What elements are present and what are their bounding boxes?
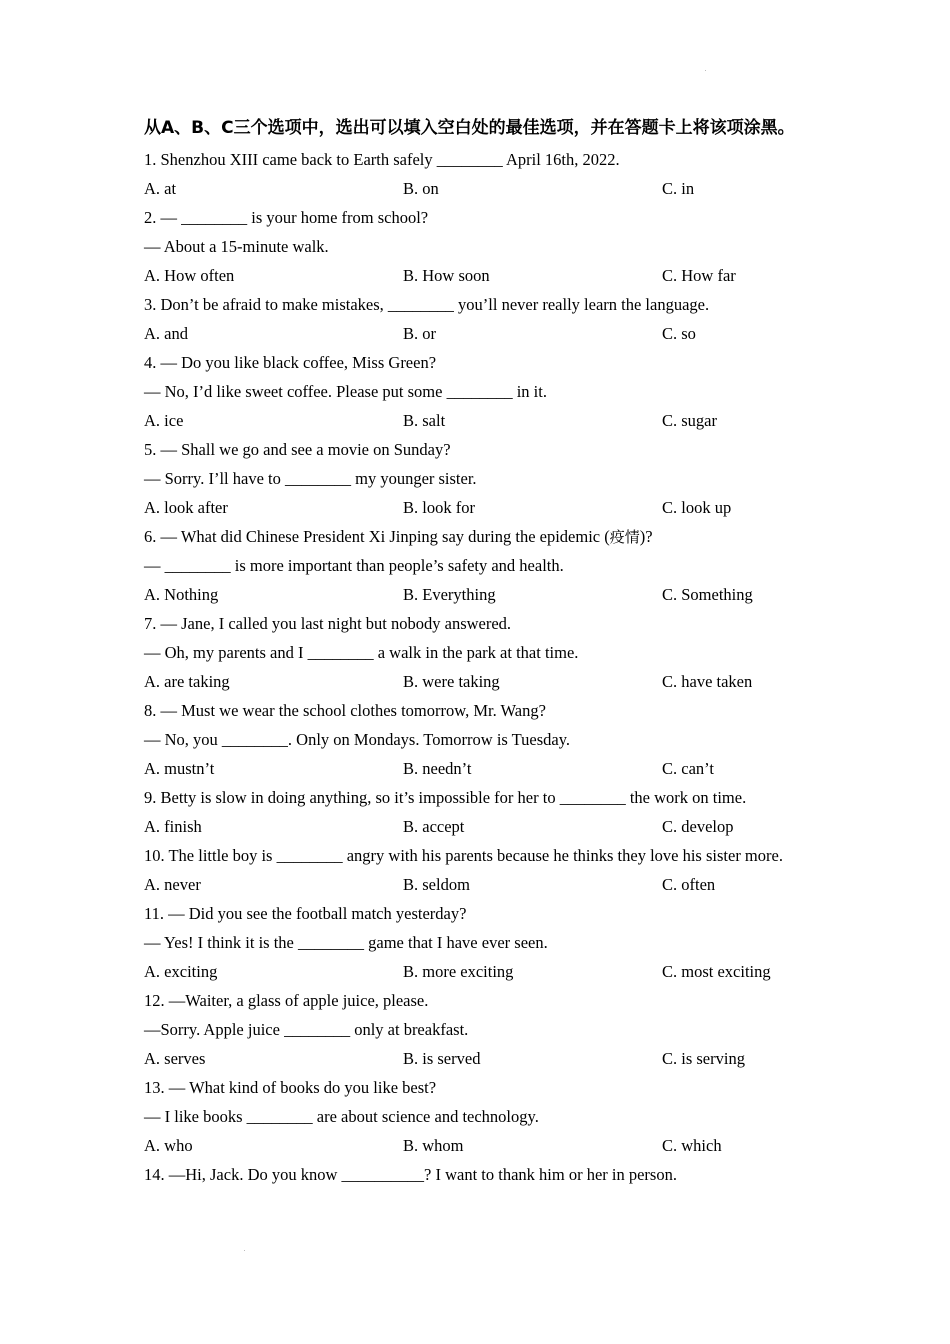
question-10 — [144, 841, 824, 899]
option-c[interactable]: C. so — [662, 324, 696, 343]
option-c[interactable]: C. is serving — [662, 1049, 745, 1068]
question-14 — [144, 1160, 824, 1189]
answer-options — [144, 261, 824, 290]
question-stem: 5. — Shall we go and see a movie on Sunday? — [144, 440, 451, 459]
option-a[interactable]: A. Nothing — [144, 585, 219, 604]
option-a[interactable]: A. ice — [144, 411, 184, 430]
question-8 — [144, 696, 824, 783]
option-c[interactable]: C. most exciting — [662, 962, 771, 981]
option-b[interactable]: B. whom — [403, 1136, 464, 1155]
question-stem: 11. — Did you see the football match yesterday? — [144, 904, 467, 923]
option-b[interactable]: B. were taking — [403, 672, 500, 691]
question-1 — [144, 145, 824, 203]
option-b[interactable]: B. salt — [403, 411, 446, 430]
option-b[interactable]: B. or — [403, 324, 436, 343]
question-11 — [144, 899, 824, 986]
question-5 — [144, 435, 824, 522]
scan-dot — [705, 70, 706, 71]
question-9 — [144, 783, 824, 841]
dialogue-response: — No, you ________. Only on Mondays. Tomorrow is Tuesday. — [144, 730, 571, 749]
option-a[interactable]: A. are taking — [144, 672, 230, 691]
question-stem: 3. Don’t be afraid to make mistakes, ________ you’ll never really learn the language. — [144, 295, 710, 314]
option-c[interactable]: C. which — [662, 1136, 722, 1155]
dialogue-response: — ________ is more important than people’s safety and health. — [144, 556, 564, 575]
option-a[interactable]: A. mustn’t — [144, 759, 215, 778]
question-stem: 9. Betty is slow in doing anything, so it’s impossible for her to ________ the work on time. — [144, 788, 747, 807]
option-a[interactable]: A. How often — [144, 266, 235, 285]
answer-options — [144, 1044, 824, 1073]
option-a[interactable]: A. who — [144, 1136, 193, 1155]
dialogue-response: — I like books ________ are about science and technology. — [144, 1107, 539, 1126]
dialogue-response: — Yes! I think it is the ________ game that I have ever seen. — [144, 933, 548, 952]
question-stem: 2. — ________ is your home from school? — [144, 208, 429, 227]
question-stem: 4. — Do you like black coffee, Miss Green? — [144, 353, 437, 372]
option-c[interactable]: C. look up — [662, 498, 732, 517]
option-c[interactable]: C. can’t — [662, 759, 714, 778]
option-a[interactable]: A. never — [144, 875, 201, 894]
option-a[interactable]: A. serves — [144, 1049, 206, 1068]
question-2 — [144, 203, 824, 290]
exam-section — [144, 112, 824, 1189]
answer-options — [144, 174, 824, 203]
option-c[interactable]: C. develop — [662, 817, 734, 836]
option-a[interactable]: A. look after — [144, 498, 228, 517]
scan-dot — [244, 1250, 245, 1251]
option-b[interactable]: B. needn’t — [403, 759, 472, 778]
question-list — [144, 145, 824, 1189]
question-stem: 7. — Jane, I called you last night but nobody answered. — [144, 614, 512, 633]
option-b[interactable]: B. Everything — [403, 585, 496, 604]
dialogue-response: — No, I’d like sweet coffee. Please put some ________ in it. — [144, 382, 547, 401]
question-12 — [144, 986, 824, 1073]
option-c[interactable]: C. often — [662, 875, 716, 894]
answer-options — [144, 667, 824, 696]
answer-options — [144, 319, 824, 348]
question-stem: 10. The little boy is ________ angry with his parents because he thinks they love his sister more. — [144, 846, 783, 865]
question-4 — [144, 348, 824, 435]
option-c[interactable]: C. sugar — [662, 411, 717, 430]
option-b[interactable]: B. on — [403, 179, 439, 198]
dialogue-response: — Oh, my parents and I ________ a walk in the park at that time. — [144, 643, 579, 662]
section-instruction: 从A、B、C三个选项中，选出可以填入空白处的最佳选项，并在答题卡上将该项涂黑。 — [144, 118, 795, 138]
option-b[interactable]: B. How soon — [403, 266, 490, 285]
question-13 — [144, 1073, 824, 1160]
question-7 — [144, 609, 824, 696]
option-c[interactable]: C. How far — [662, 266, 736, 285]
question-6 — [144, 522, 824, 609]
option-a[interactable]: A. exciting — [144, 962, 218, 981]
question-stem: 1. Shenzhou XIII came back to Earth safely ________ April 16th, 2022. — [144, 150, 620, 169]
option-a[interactable]: A. at — [144, 179, 177, 198]
answer-options — [144, 870, 824, 899]
answer-options — [144, 812, 824, 841]
option-c[interactable]: C. Something — [662, 585, 753, 604]
option-a[interactable]: A. finish — [144, 817, 202, 836]
answer-options — [144, 957, 824, 986]
question-stem: 13. — What kind of books do you like best? — [144, 1078, 437, 1097]
dialogue-response: — Sorry. I’ll have to ________ my younger sister. — [144, 469, 477, 488]
answer-options — [144, 493, 824, 522]
option-a[interactable]: A. and — [144, 324, 188, 343]
option-b[interactable]: B. seldom — [403, 875, 470, 894]
question-3 — [144, 290, 824, 348]
option-c[interactable]: C. in — [662, 179, 695, 198]
question-stem: 6. — What did Chinese President Xi Jinping say during the epidemic (疫情)? — [144, 527, 653, 546]
question-stem: 8. — Must we wear the school clothes tomorrow, Mr. Wang? — [144, 701, 546, 720]
option-b[interactable]: B. look for — [403, 498, 475, 517]
answer-options — [144, 580, 824, 609]
option-c[interactable]: C. have taken — [662, 672, 753, 691]
option-b[interactable]: B. more exciting — [403, 962, 514, 981]
option-b[interactable]: B. is served — [403, 1049, 481, 1068]
option-b[interactable]: B. accept — [403, 817, 465, 836]
dialogue-response: —Sorry. Apple juice ________ only at breakfast. — [144, 1020, 469, 1039]
answer-options — [144, 1131, 824, 1160]
question-stem: 12. —Waiter, a glass of apple juice, please. — [144, 991, 429, 1010]
answer-options — [144, 754, 824, 783]
dialogue-response: — About a 15-minute walk. — [144, 237, 329, 256]
answer-options — [144, 406, 824, 435]
question-stem: 14. —Hi, Jack. Do you know __________? I want to thank him or her in person. — [144, 1165, 677, 1184]
